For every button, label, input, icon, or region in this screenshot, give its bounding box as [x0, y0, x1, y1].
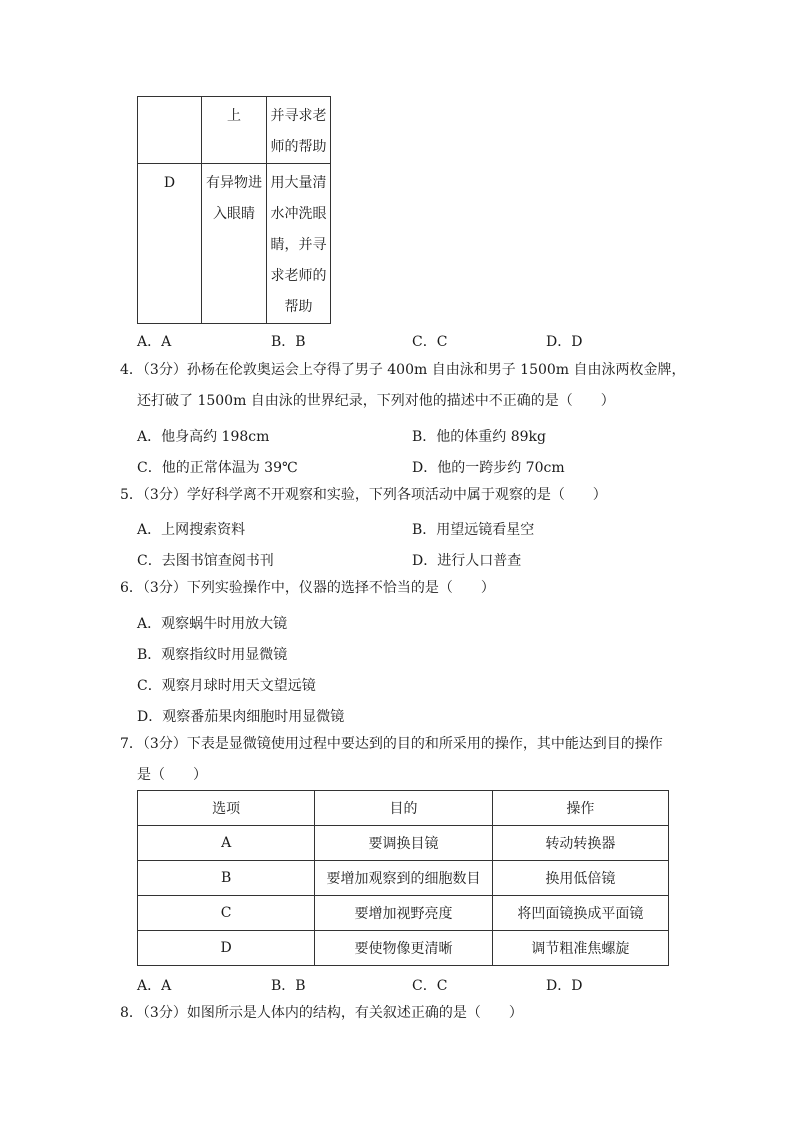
- cell-line: 入眼睛: [213, 206, 255, 222]
- option-b[interactable]: B．用望远镜看星空: [412, 522, 535, 538]
- question-stem: 6．（3分）下列实验操作中，仪器的选择不恰当的是（ ）: [120, 580, 495, 596]
- table-header-cell: 操作: [492, 791, 668, 826]
- cell-line: 求老师的: [270, 268, 327, 284]
- option-b[interactable]: B．他的体重约 89kg: [412, 429, 546, 445]
- cell-line: 并寻求老: [270, 108, 327, 124]
- question-stem: 7．（3分）下表是显微镜使用过程中要达到的目的和所采用的操作，其中能达到目的操作: [120, 736, 663, 752]
- table-row: [138, 826, 669, 861]
- table-cell-text: D: [163, 175, 176, 191]
- table-row: [138, 896, 669, 931]
- question-stem: 还打破了 1500m 自由泳的世界纪录，下列对他的描述中不正确的是（ ）: [137, 393, 615, 409]
- table-cell: 换用低倍镜: [492, 861, 668, 896]
- table-cell: [202, 97, 267, 164]
- option-d[interactable]: D．进行人口普查: [412, 553, 522, 569]
- option-a[interactable]: A．观察蜗牛时用放大镜: [137, 616, 288, 632]
- option-b[interactable]: B．B: [271, 334, 306, 350]
- microscope-table: [137, 790, 669, 966]
- option-d[interactable]: D．他的一跨步约 70cm: [412, 460, 565, 476]
- table-cell: 转动转换器: [492, 826, 668, 861]
- option-a[interactable]: A．他身高约 198cm: [137, 429, 270, 445]
- table-cell: [138, 164, 202, 324]
- answer-table-continued: [137, 96, 331, 324]
- table-cell-text: [202, 164, 266, 230]
- table-header-cell: 选项: [138, 791, 315, 826]
- cell-line: 水冲洗眼: [270, 206, 327, 222]
- cell-line: 有异物进: [206, 175, 262, 191]
- table-cell: C: [138, 896, 315, 931]
- table-cell: 要调换目镜: [315, 826, 492, 861]
- table-row: [138, 97, 331, 164]
- table-cell: 要增加观察到的细胞数目: [315, 861, 492, 896]
- option-c[interactable]: C．C: [412, 334, 448, 350]
- option-a[interactable]: A．上网搜索资料: [137, 522, 246, 538]
- table-cell: [267, 164, 331, 324]
- cell-line: 帮助: [284, 299, 313, 315]
- table-cell: [267, 97, 331, 164]
- table-cell: D: [138, 931, 315, 966]
- question-stem: 4．（3分）孙杨在伦敦奥运会上夺得了男子 400m 自由泳和男子 1500m 自由泳两枚金牌，: [120, 362, 686, 378]
- option-a[interactable]: A．A: [137, 334, 172, 350]
- table-cell: A: [138, 826, 315, 861]
- table-cell-text: 上: [227, 108, 241, 124]
- table-row: [138, 931, 669, 966]
- option-c[interactable]: C．C: [412, 978, 448, 994]
- table-cell: [138, 97, 202, 164]
- table-cell: B: [138, 861, 315, 896]
- option-b[interactable]: B．B: [271, 978, 306, 994]
- option-c[interactable]: C．去图书馆查阅书刊: [137, 553, 274, 569]
- option-d[interactable]: D．观察番茄果肉细胞时用显微镜: [137, 709, 345, 725]
- option-d[interactable]: D．D: [546, 334, 583, 350]
- cell-line: 师的帮助: [270, 139, 327, 155]
- option-a[interactable]: A．A: [137, 978, 172, 994]
- question-stem: 是（ ）: [137, 767, 207, 783]
- table-row: [138, 861, 669, 896]
- table-cell-text: [267, 97, 330, 163]
- option-c[interactable]: C．他的正常体温为 39℃: [137, 460, 298, 476]
- option-c[interactable]: C．观察月球时用天文望远镜: [137, 678, 316, 694]
- option-d[interactable]: D．D: [546, 978, 583, 994]
- table-cell: 将凹面镜换成平面镜: [492, 896, 668, 931]
- table-header-cell: 目的: [315, 791, 492, 826]
- table-cell: [202, 164, 267, 324]
- table-cell-text: [267, 164, 330, 323]
- table-header-row: [138, 791, 669, 826]
- table-cell: 要使物像更清晰: [315, 931, 492, 966]
- option-b[interactable]: B．观察指纹时用显微镜: [137, 647, 288, 663]
- cell-line: 睛，并寻: [270, 237, 327, 253]
- cell-line: 用大量清: [270, 175, 327, 191]
- question-stem: 5．（3分）学好科学离不开观察和实验，下列各项活动中属于观察的是（ ）: [120, 487, 607, 503]
- question-stem: 8．（3分）如图所示是人体内的结构，有关叙述正确的是（ ）: [120, 1005, 523, 1021]
- table-cell: 调节粗准焦螺旋: [492, 931, 668, 966]
- table-cell: 要增加视野亮度: [315, 896, 492, 931]
- table-row: [138, 164, 331, 324]
